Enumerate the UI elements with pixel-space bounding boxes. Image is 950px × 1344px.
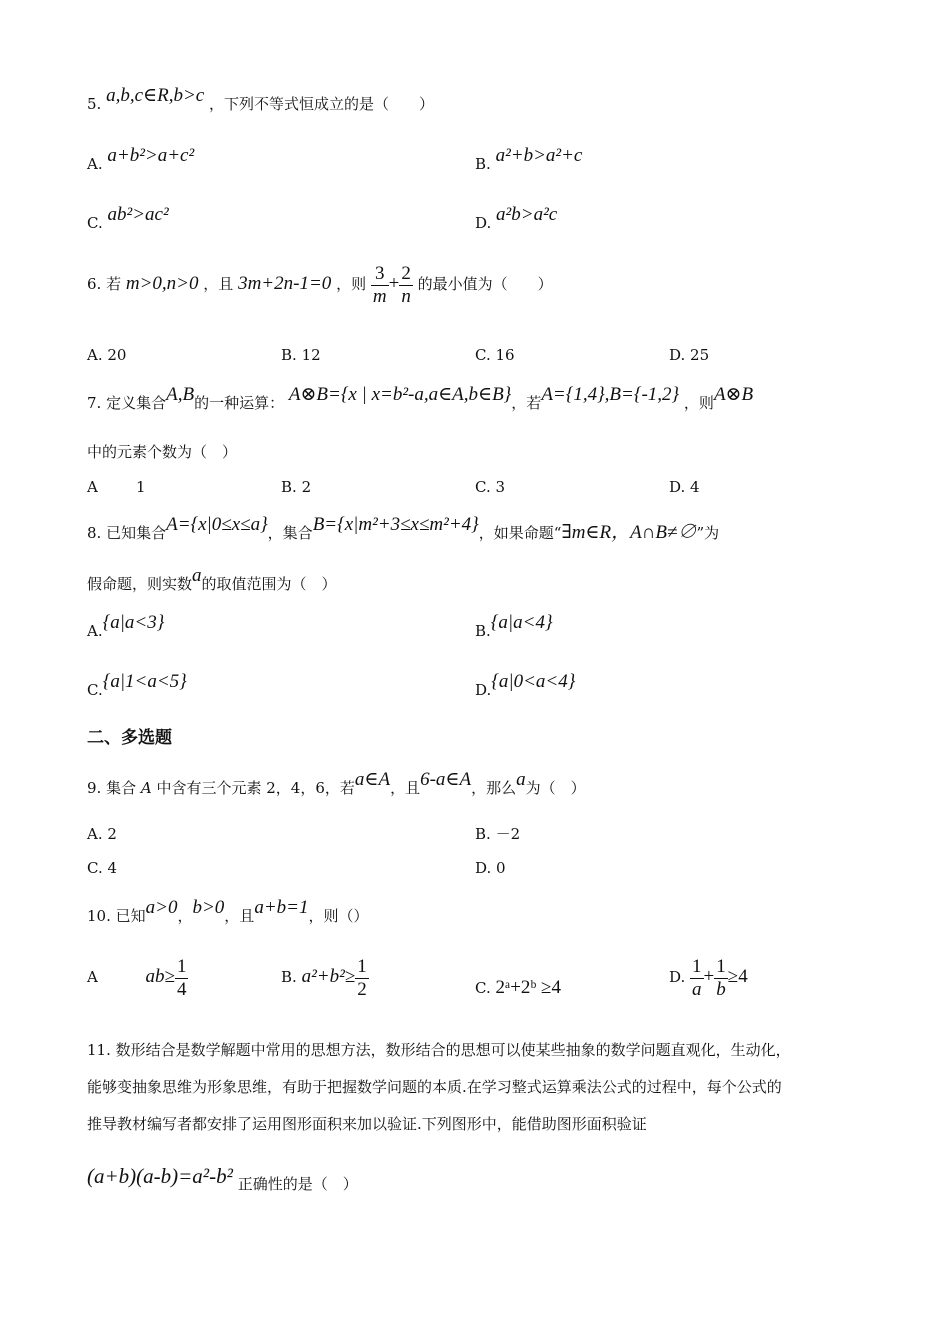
q10-option-d[interactable]: D. $\frac{1}{a}$ + $\frac{1}{b}$ ≥4 [669,955,748,1000]
q8-set-b: B={x|m²+3≤x≤m²+4} [312,514,479,535]
q6-option-c[interactable]: C. 16 [475,346,515,364]
q9-option-c[interactable]: C. 4 [87,859,118,877]
q6-condition-2: 3m+2n-1=0 [238,273,332,294]
q10-number: 10. 已知 [87,907,146,925]
q7-number: 7. 定义集合 [87,394,167,412]
q5-condition: a,b,c∈R,b>c [106,85,205,106]
q10-option-c[interactable]: C. 2ᵃ+2ᵇ ≥4 [475,977,561,998]
q11-line-3: 推导教材编写者都安排了运用图形面积来加以验证.下列图形中，能借助图形面积验证 [87,1115,647,1133]
q7-option-d[interactable]: D. 4 [669,478,700,496]
q8-option-d[interactable]: D.{a|0<a<4} [475,671,576,699]
q8-proposition: ∃m∈R，A∩B≠∅ [561,522,697,543]
q5-option-c-expr: ab²>ac² [107,204,169,225]
q6-option-a[interactable]: A. 20 [87,346,127,364]
q5-option-c[interactable]: C. ab²>ac² [87,204,169,232]
q11-text: 正确性的是（ ） [237,1175,358,1193]
q8-stem: 8. 已知集合A={x|0≤x≤a}，集合B={x|m²+3≤x≤m²+4}，如果命题“∃m∈R，A∩B≠∅”为 [87,514,720,543]
q9-option-b[interactable]: B. －2 [475,825,521,843]
q5-option-d-expr: a²b>a²c [496,204,558,225]
q10-option-b[interactable]: B. a²+b²≥ $\frac{1}{2}$ [281,955,367,1000]
q6-fraction-2: $\frac{2}{n}$ [401,262,411,307]
q6-number: 6. 若 [87,275,122,293]
q8-option-d-expr: {a|0<a<4} [491,671,576,692]
q10-option-a[interactable]: A ab≥ $\frac{1}{4}$ [87,955,187,1000]
q5-option-a[interactable]: A. a+b²>a+c² [87,145,195,173]
section-heading-multiple-choice: 二、多选题 [87,728,172,748]
q5-option-a-expr: a+b²>a+c² [107,145,195,166]
q8-number: 8. 已知集合 [87,524,167,542]
q9-option-a[interactable]: A. 2 [87,825,117,843]
q5-text: ，下列不等式恒成立的是（ ） [208,95,434,113]
q8-option-a[interactable]: A.{a|a<3} [87,612,165,640]
q11-formula: (a+b)(a-b)=a²-b² [87,1164,233,1188]
q5-stem [87,85,434,114]
q7-definition: A⊗B={x | x=b²-a,a∈A,b∈B} [288,384,512,405]
q6-condition-1: m>0,n>0 [125,273,199,294]
q11-line-2: 能够变抽象思维为形象思维，有助于把握数学问题的本质.在学习整式运算乘法公式的过程中，每个公式的 [87,1078,782,1096]
q10-stem: 10. 已知a>0，b>0，且a+b=1，则（） [87,897,369,925]
q7-stem-line2: 中的元素个数为（ ） [87,443,238,461]
q6-stem: 6. 若 m>0,n>0 ，且 3m+2n-1=0 ，则 $\frac{3}{m}$ + $\frac{2}{n}$ 的最小值为（ ） [87,262,553,307]
q11-line-1: 11. 数形结合是数学解题中常用的思想方法，数形结合的思想可以使某些抽象的数学问题直观化，生动化， [87,1041,791,1059]
q9-option-d[interactable]: D. 0 [475,859,506,877]
q8-option-a-expr: {a|a<3} [102,612,165,633]
q8-set-a: A={x|0≤x≤a} [166,514,268,535]
q8-option-b[interactable]: B.{a|a<4} [475,612,553,640]
q9-stem: 9. 集合 A 中含有三个元素 2，4，6，若a∈A，且6-a∈A，那么a为（ ） [87,769,586,797]
q11-line-4 [87,1164,358,1194]
q6-option-b[interactable]: B. 12 [281,346,321,364]
q7-stem: 7. 定义集合A,B的一种运算： A⊗B={x | x=b²-a,a∈A,b∈B}，若A={1,4},B={-1,2} ，则A⊗B [87,384,754,412]
q7-option-a[interactable]: A 1 [87,478,146,496]
q6-text: 的最小值为（ ） [417,275,553,293]
q5-option-d[interactable]: D. a²b>a²c [475,204,558,232]
q7-given: A={1,4},B={-1,2} [541,384,680,405]
q8-option-c-expr: {a|1<a<5} [102,671,187,692]
q6-fraction-1: $\frac{3}{m}$ [372,262,387,307]
q7-option-b[interactable]: B. 2 [281,478,312,496]
q5-option-b[interactable]: B. a²+b>a²+c [475,145,583,173]
q6-option-d[interactable]: D. 25 [669,346,710,364]
q9-number: 9. 集合 [87,779,137,797]
q5-option-b-expr: a²+b>a²+c [495,145,583,166]
q8-option-c[interactable]: C.{a|1<a<5} [87,671,187,699]
q8-stem-line2: 假命题，则实数a的取值范围为（ ） [87,565,337,593]
q7-option-c[interactable]: C. 3 [475,478,506,496]
q5-number: 5. [87,95,102,113]
q8-option-b-expr: {a|a<4} [490,612,553,633]
